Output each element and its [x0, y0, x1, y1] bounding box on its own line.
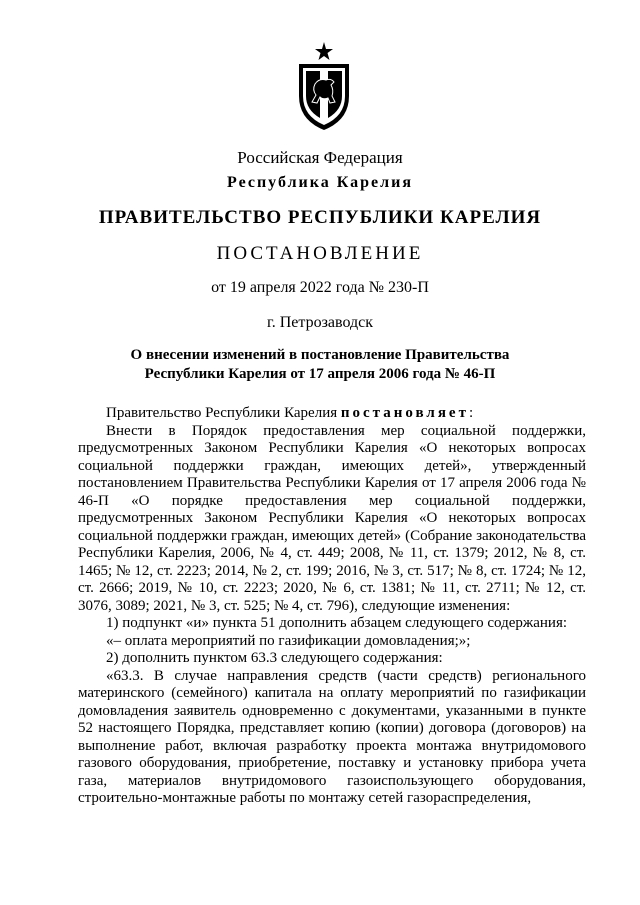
preamble-colon: : [468, 405, 474, 421]
paragraph-item-2: 2) дополнить пунктом 63.3 следующего содержания: [106, 650, 443, 666]
document-body [78, 405, 586, 808]
region-name: Республика Карелия [227, 174, 413, 191]
paragraph-item-1: 1) подпункт «и» пункта 51 дополнить абзацем следующего содержания: [106, 615, 568, 631]
government-name: ПРАВИТЕЛЬСТВО РЕСПУБЛИКИ КАРЕЛИЯ [98, 207, 542, 228]
preamble [78, 405, 586, 423]
document-type: ПОСТАНОВЛЕНИЕ [216, 243, 424, 264]
paragraph-main-amendment: Внести в Порядок предоставления мер социальной поддержки, предусмотренных Законом Республики Карелия «О некоторых вопросах социальной поддержки граждан, имеющих детей», утвержденный постановлением Правительства Республики Карелия от 17 апреля 2006 года № 46-П «О порядке предоставления мер социальной поддержки, предусмотренных Законом Республики Карелия «О некоторых вопросах социальной поддержки граждан, имеющих детей» (Собрание законодательства Республики Карелия, 2006, № 4, ст. 449; 2008, № 11, ст. 1379; 2012, № 8, ст. 1465; № 12, ст. 2223; 2014, № 2, ст. 199; 2016, № 3, ст. 517; № 8, ст. 1724; № 12, ст. 2666; 2019, № 10, ст. 2223; 2020, № 6, ст. 1381; № 11, ст. 2711; № 12, ст. 3076, 3089; 2021, № 3, ст. 525; № 4, ст. 796), следующие изменения: [78, 422, 586, 614]
document-title-line-2: Республики Карелия от 17 апреля 2006 года № 46-П [144, 366, 496, 382]
preamble-keyword: постановляет [340, 405, 469, 421]
preamble-text: Правительство Республики Карелия [106, 405, 341, 421]
paragraph-item-1-text: «– оплата мероприятий по газификации домовладения;»; [106, 632, 471, 649]
document-title-line-1: О внесении изменений в постановление Правительства [130, 347, 510, 363]
country-name: Российская Федерация [237, 148, 403, 167]
paragraph-item-2-text: «63.3. В случае направления средств (части средств) регионального материнского (семейного) капитала на оплату мероприятий по газификации домовладения заявитель одновременно с документами, указанными в пункте 52 настоящего Порядка, представляет копию (копии) договора (договоров) на выполнение работ, включая разработку проекта монтажа внутридомового газового оборудования, приобретение, поставку и установку прибора учета газа, материалов внутридомового газоиспользующего оборудования, строительно-монтажные работы по монтажу сетей газораспределения, [78, 667, 586, 806]
karelia-coat-of-arms-icon [293, 40, 355, 132]
document-date-number: от 19 апреля 2022 года № 230-П [211, 279, 429, 296]
document-city: г. Петрозаводск [266, 314, 374, 331]
